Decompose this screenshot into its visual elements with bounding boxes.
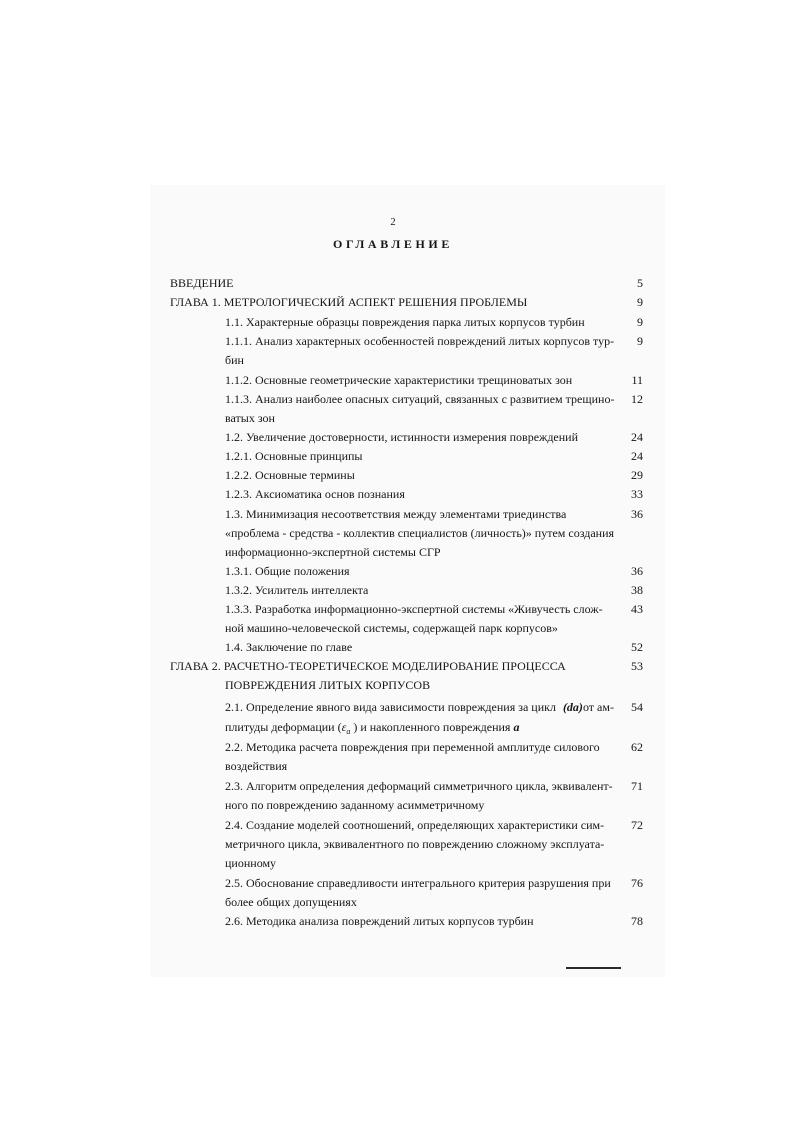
toc-page-number: 24 xyxy=(631,449,643,463)
page-number: 2 xyxy=(390,217,396,228)
toc-entry-text: 1.2.2. Основные термины xyxy=(225,468,355,482)
damage-per-cycle-formula: (da) xyxy=(562,700,583,714)
toc-page-number: 9 xyxy=(637,315,643,329)
toc-entry-text-part: от ам- xyxy=(582,700,614,714)
toc-entry-text: 1.2.3. Аксиоматика основ познания xyxy=(225,487,405,501)
toc-page-number: 54 xyxy=(631,700,643,714)
toc-title: ОГЛАВЛЕНИЕ xyxy=(333,237,453,251)
toc-entry-text: ПОВРЕЖДЕНИЯ ЛИТЫХ КОРПУСОВ xyxy=(225,678,431,692)
toc-page-number: 29 xyxy=(631,468,643,482)
toc-entry-text: ного по повреждению заданному асимметричному xyxy=(225,798,485,812)
toc-entry-text-part: ) и накопленного повреждения xyxy=(350,720,514,734)
accumulated-damage-variable: a xyxy=(513,720,520,734)
toc-entry-text: ционному xyxy=(225,856,277,870)
toc-entry-text: 2.2. Методика расчета повреждения при переменной амплитуде силового xyxy=(225,740,600,754)
toc-entry-text-part: плитуды деформации ( xyxy=(225,720,342,734)
toc-entry-text: воздействия xyxy=(225,759,288,773)
toc-entry-text: более общих допущениях xyxy=(225,895,357,909)
toc-entry-text: ВВЕДЕНИЕ xyxy=(170,276,234,290)
toc-page-number: 12 xyxy=(631,392,643,406)
toc-entry-text: 2.3. Алгоритм определения деформаций симметричного цикла, эквивалент- xyxy=(225,779,613,793)
toc-entry-text: 1.3. Минимизация несоответствия между элементами триединства xyxy=(225,507,567,521)
strain-subscript: a xyxy=(346,727,351,736)
toc-entry-text: 1.3.1. Общие положения xyxy=(225,564,350,578)
toc-entry-text: 1.2.1. Основные принципы xyxy=(225,449,363,463)
toc-entry-text: «проблема - средства - коллектив специалистов (личность)» путем создания xyxy=(225,526,615,540)
toc-page-number: 24 xyxy=(631,430,643,444)
toc-page-number: 43 xyxy=(631,602,643,616)
toc-page-number: 33 xyxy=(631,487,643,501)
toc-entry-text: 1.1.3. Анализ наиболее опасных ситуаций, связанных с развитием трещино- xyxy=(225,392,615,406)
toc-entry-text-part: 2.1. Определение явного вида зависимости повреждения за цикл xyxy=(225,700,559,714)
toc-page-number: 72 xyxy=(631,818,643,832)
toc-entry-text xyxy=(225,697,614,717)
toc-page-number: 71 xyxy=(631,779,643,793)
toc-entry-text: ватых зон xyxy=(225,411,275,425)
toc-entry-text: 1.2. Увеличение достоверности, истинности измерения повреждений xyxy=(225,430,579,444)
toc-page-number: 52 xyxy=(631,640,643,654)
toc-page-number: 36 xyxy=(631,564,643,578)
toc-entry-text: 1.3.3. Разработка информационно-экспертной системы «Живучесть слож- xyxy=(225,602,603,616)
toc-entry-text: ГЛАВА 2. РАСЧЕТНО-ТЕОРЕТИЧЕСКОЕ МОДЕЛИРОВАНИЕ ПРОЦЕССА xyxy=(170,659,566,673)
toc-page-number: 11 xyxy=(631,373,643,387)
strain-symbol: ε xyxy=(341,720,347,734)
toc-page-number: 53 xyxy=(631,659,643,673)
toc-entry-text: 1.1.2. Основные геометрические характеристики трещиноватых зон xyxy=(225,373,573,387)
toc-entry-text: метричного цикла, эквивалентного по повреждению сложному эксплуата- xyxy=(225,837,605,851)
toc-entry-text: информационно-экспертной системы СГР xyxy=(225,545,441,559)
toc-page-number: 9 xyxy=(637,334,643,348)
toc-entry-text: ГЛАВА 1. МЕТРОЛОГИЧЕСКИЙ АСПЕКТ РЕШЕНИЯ ПРОБЛЕМЫ xyxy=(170,295,528,309)
scan-artifact-line xyxy=(566,967,621,969)
toc-page-number: 5 xyxy=(637,276,643,290)
toc-entry-text: 1.4. Заключение по главе xyxy=(225,640,353,654)
toc-page-number: 36 xyxy=(631,507,643,521)
toc-entry-text: 2.4. Создание моделей соотношений, определяющих характеристики сим- xyxy=(225,818,605,832)
toc-page-number: 9 xyxy=(637,295,643,309)
toc-page-number: 62 xyxy=(631,740,643,754)
toc-entry-text: 1.3.2. Усилитель интеллекта xyxy=(225,583,369,597)
toc-page-number: 78 xyxy=(631,914,643,928)
toc-entry-text: 1.1.1. Анализ характерных особенностей повреждений литых корпусов тур- xyxy=(225,334,615,348)
toc-page-number: 76 xyxy=(631,876,643,890)
toc-entry-text: 2.5. Обоснование справедливости интегрального критерия разрушения при xyxy=(225,876,611,890)
toc-page-number: 38 xyxy=(631,583,643,597)
toc-entry-text: 1.1. Характерные образцы повреждения парка литых корпусов турбин xyxy=(225,315,585,329)
toc-entry-text: 2.6. Методика анализа повреждений литых корпусов турбин xyxy=(225,914,534,928)
toc-entry-text: ной машино-человеческой системы, содержащей парк корпусов» xyxy=(225,621,558,635)
toc-entry-text: бин xyxy=(225,353,244,367)
